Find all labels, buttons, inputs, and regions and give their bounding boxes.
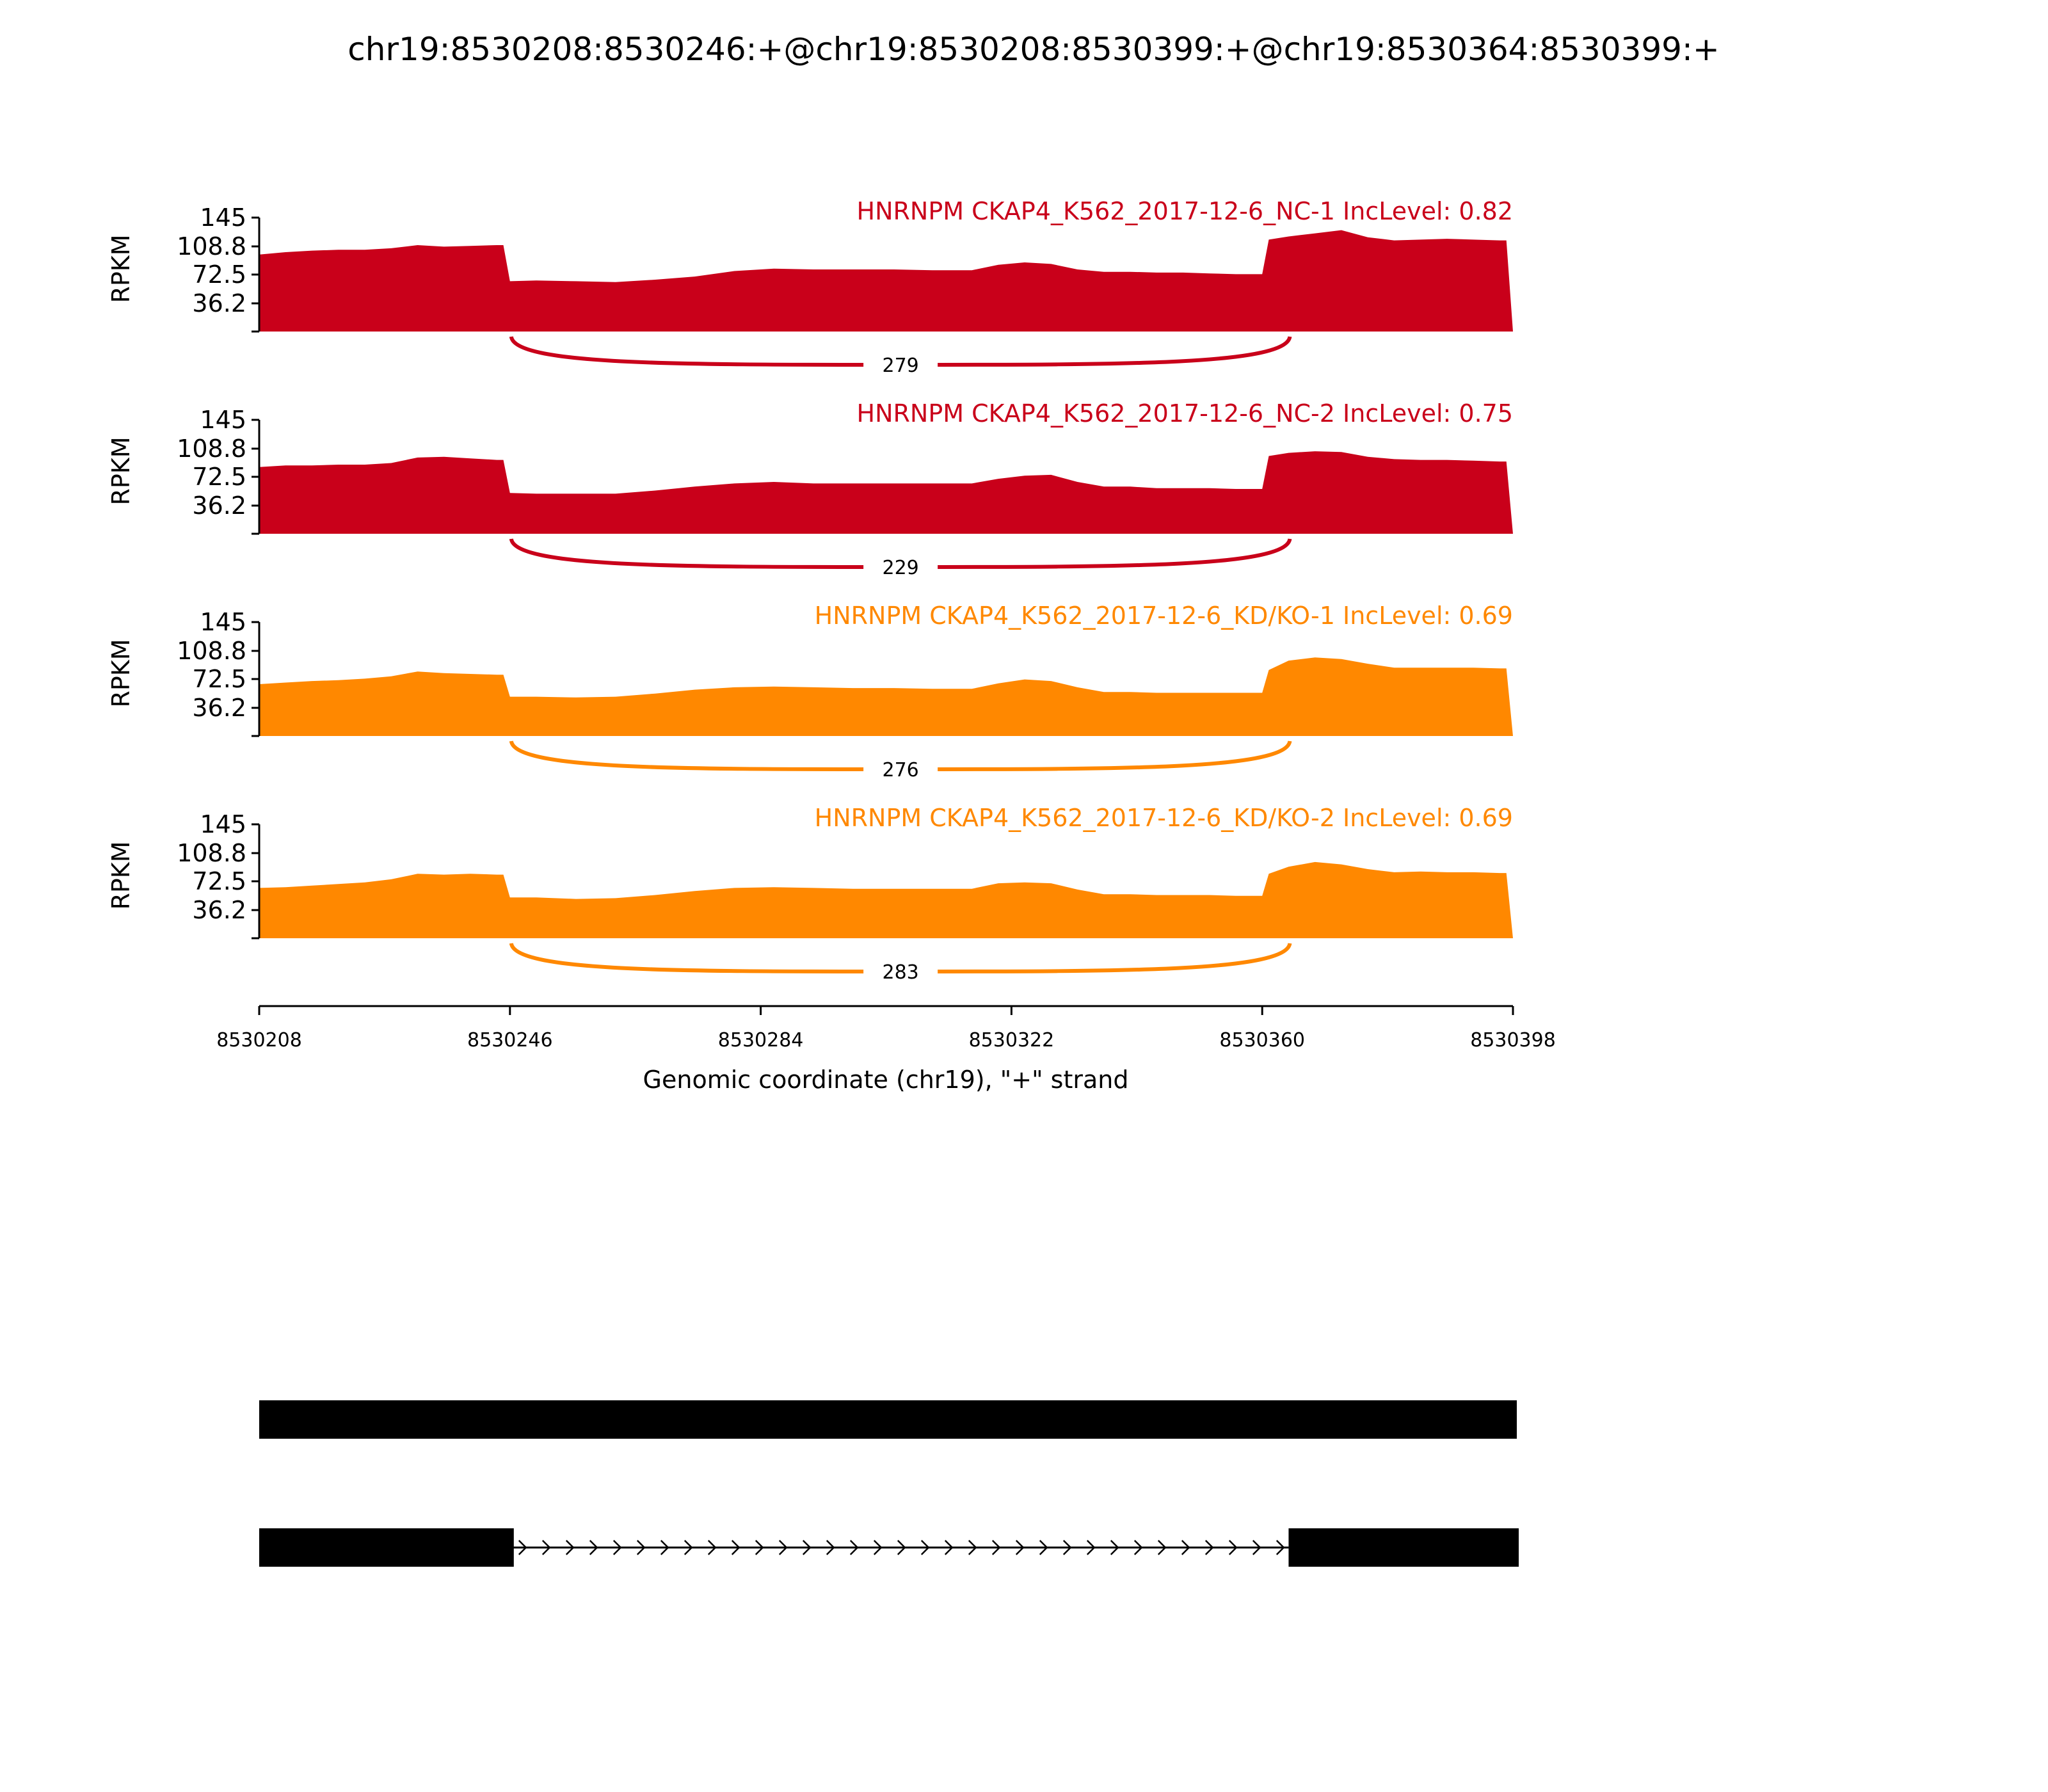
isoform-model bbox=[259, 1400, 1517, 1439]
junction-count-label: 279 bbox=[882, 355, 919, 377]
x-tick-label: 8530246 bbox=[467, 1029, 553, 1052]
exon-block bbox=[259, 1528, 514, 1567]
y-tick-label: 72.5 bbox=[192, 867, 246, 895]
coverage-tracks bbox=[107, 197, 1513, 986]
junction-count-label: 229 bbox=[882, 557, 919, 579]
y-axis-label: RPKM bbox=[107, 639, 135, 708]
y-tick-label: 145 bbox=[200, 406, 246, 434]
sample-label: HNRNPM CKAP4_K562_2017-12-6_KD/KO-1 IncLevel: 0.69 bbox=[814, 602, 1513, 630]
x-tick-label: 8530322 bbox=[968, 1029, 1055, 1052]
gene-models bbox=[259, 1400, 1519, 1567]
y-tick-label: 108.8 bbox=[177, 839, 246, 867]
x-tick-label: 8530208 bbox=[216, 1029, 302, 1052]
exon-block bbox=[259, 1400, 1517, 1439]
y-axis-label: RPKM bbox=[107, 436, 135, 506]
y-axis-label: RPKM bbox=[107, 234, 135, 303]
y-tick-label: 108.8 bbox=[177, 435, 246, 463]
y-tick-label: 36.2 bbox=[192, 896, 246, 924]
y-axis-label: RPKM bbox=[107, 841, 135, 910]
x-tick-label: 8530284 bbox=[717, 1029, 804, 1052]
y-tick-label: 145 bbox=[200, 204, 246, 232]
coverage-track bbox=[107, 197, 1513, 379]
y-tick-label: 145 bbox=[200, 608, 246, 636]
coverage-area bbox=[259, 230, 1513, 332]
exon-block bbox=[1288, 1528, 1519, 1567]
y-tick-label: 145 bbox=[200, 810, 246, 838]
coverage-area bbox=[259, 451, 1513, 534]
x-tick-label: 8530398 bbox=[1470, 1029, 1556, 1052]
y-tick-label: 108.8 bbox=[177, 637, 246, 665]
y-tick-label: 72.5 bbox=[192, 665, 246, 693]
sample-label: HNRNPM CKAP4_K562_2017-12-6_NC-1 IncLevel: 0.82 bbox=[856, 197, 1513, 225]
coverage-track bbox=[107, 804, 1513, 986]
x-axis-label: Genomic coordinate (chr19), "+" strand bbox=[643, 1066, 1129, 1094]
isoform-model bbox=[259, 1528, 1519, 1567]
y-tick-label: 108.8 bbox=[177, 232, 246, 260]
junction-count-label: 276 bbox=[882, 759, 919, 781]
x-axis bbox=[216, 1006, 1556, 1052]
y-tick-label: 36.2 bbox=[192, 694, 246, 722]
coverage-track bbox=[107, 602, 1513, 783]
y-tick-label: 36.2 bbox=[192, 289, 246, 317]
y-tick-label: 72.5 bbox=[192, 463, 246, 491]
chart-title: chr19:8530208:8530246:+@chr19:8530208:8530399:+@chr19:8530364:8530399:+ bbox=[348, 31, 1720, 68]
x-tick-label: 8530360 bbox=[1219, 1029, 1306, 1052]
junction-count-label: 283 bbox=[882, 961, 919, 984]
sample-label: HNRNPM CKAP4_K562_2017-12-6_KD/KO-2 IncLevel: 0.69 bbox=[814, 804, 1513, 832]
coverage-area bbox=[259, 862, 1513, 938]
coverage-track bbox=[107, 399, 1513, 581]
coverage-area bbox=[259, 657, 1513, 736]
y-tick-label: 36.2 bbox=[192, 492, 246, 520]
sample-label: HNRNPM CKAP4_K562_2017-12-6_NC-2 IncLevel: 0.75 bbox=[856, 399, 1513, 428]
y-tick-label: 72.5 bbox=[192, 260, 246, 289]
